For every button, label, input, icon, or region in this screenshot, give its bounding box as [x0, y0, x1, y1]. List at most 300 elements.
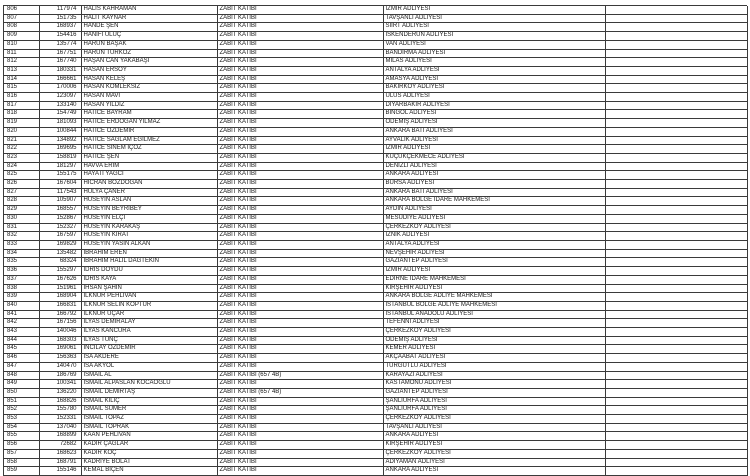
empty-cell: [605, 301, 747, 310]
title-cell: ZABIT KATİBİ: [217, 153, 383, 162]
assigned-court-cell: AMASYA ADLİYESİ: [383, 75, 605, 84]
row-number-cell: 813: [4, 66, 39, 75]
assigned-court-cell: ANKARA BATI ADLİYESİ: [383, 188, 605, 197]
title-cell: ZABIT KATİBİ: [217, 136, 383, 145]
assigned-court-cell: BAKIRKÖY ADLİYESİ: [383, 84, 605, 93]
full-name-cell: HASAN ERSOY: [81, 66, 217, 75]
full-name-cell: HÜSEYİN ASLAN: [81, 197, 217, 206]
registry-id-cell: 170006: [39, 84, 81, 93]
table-row: [4, 66, 747, 75]
empty-cell: [605, 145, 747, 154]
assigned-court-cell: TEFENNİ ADLİYESİ: [383, 319, 605, 328]
row-number-cell: 856: [4, 441, 39, 450]
empty-cell: [605, 267, 747, 276]
full-name-cell: HASAN YILDIZ: [81, 101, 217, 110]
title-cell: ZABIT KATİBİ: [217, 467, 383, 476]
row-number-cell: 826: [4, 180, 39, 189]
full-name-cell: HATİCE ÖZDEMİR: [81, 127, 217, 136]
table-row: [4, 423, 747, 432]
empty-cell: [605, 284, 747, 293]
title-cell: ZABIT KATİBİ: [217, 110, 383, 119]
title-cell: ZABIT KATİBİ: [217, 380, 383, 389]
title-cell: ZABIT KATİBİ: [217, 284, 383, 293]
full-name-cell: KAAN PEHLİVAN: [81, 432, 217, 441]
row-number-cell: 843: [4, 328, 39, 337]
assigned-court-cell: ŞANLIURFA ADLİYESİ: [383, 397, 605, 406]
full-name-cell: HÜSEYİN KIRAT: [81, 232, 217, 241]
assigned-court-cell: ANKARA BÖLGE İDARE MAHKEMESİ: [383, 197, 605, 206]
row-number-cell: 818: [4, 110, 39, 119]
empty-cell: [605, 293, 747, 302]
empty-cell: [605, 214, 747, 223]
table-row: [4, 197, 747, 206]
title-cell: ZABIT KATİBİ: [217, 258, 383, 267]
empty-cell: [605, 449, 747, 458]
title-cell: ZABIT KATİBİ: [217, 101, 383, 110]
table-row: [4, 284, 747, 293]
row-number-cell: 816: [4, 93, 39, 102]
empty-cell: [605, 423, 747, 432]
full-name-cell: İLYAS TUNÇ: [81, 336, 217, 345]
registry-id-cell: 136220: [39, 388, 81, 397]
registry-id-cell: 117543: [39, 188, 81, 197]
title-cell: ZABIT KATİBİ: [217, 397, 383, 406]
full-name-cell: HÜSEYİN BEYRİBEY: [81, 206, 217, 215]
empty-cell: [605, 23, 747, 32]
table-row: [4, 275, 747, 284]
full-name-cell: HATİCE ERDOĞAN YILMAZ: [81, 119, 217, 128]
empty-cell: [605, 467, 747, 476]
registry-id-cell: 140470: [39, 362, 81, 371]
assigned-court-cell: ANTALYA ADLİYESİ: [383, 66, 605, 75]
registry-id-cell: 168904: [39, 293, 81, 302]
registry-id-cell: 168791: [39, 458, 81, 467]
full-name-cell: HATİCE ŞEN: [81, 153, 217, 162]
table-row: [4, 432, 747, 441]
assigned-court-cell: VAN ADLİYESİ: [383, 40, 605, 49]
title-cell: ZABIT KATİBİ: [217, 180, 383, 189]
assigned-court-cell: KARAYAZI ADLİYESİ: [383, 371, 605, 380]
registry-id-cell: 152327: [39, 223, 81, 232]
empty-cell: [605, 171, 747, 180]
assigned-court-cell: TAVŞANLI ADLİYESİ: [383, 14, 605, 23]
table-row: [4, 58, 747, 67]
title-cell: ZABIT KATİBİ: [217, 275, 383, 284]
title-cell: ZABIT KATİBİ: [217, 197, 383, 206]
registry-id-cell: 166831: [39, 301, 81, 310]
full-name-cell: HANİFİ ULUÇ: [81, 32, 217, 41]
title-cell: ZABIT KATİBİ: [217, 206, 383, 215]
row-number-cell: 822: [4, 145, 39, 154]
table-row: [4, 397, 747, 406]
row-number-cell: 851: [4, 397, 39, 406]
assigned-court-cell: BİNGÖL ADLİYESİ: [383, 110, 605, 119]
row-number-cell: 844: [4, 336, 39, 345]
table-row: [4, 449, 747, 458]
title-cell: ZABIT KATİBİ: [217, 214, 383, 223]
table-row: [4, 380, 747, 389]
full-name-cell: İSMAİL DEMİRTAŞ: [81, 388, 217, 397]
registry-id-cell: 168826: [39, 397, 81, 406]
registry-id-cell: 134892: [39, 136, 81, 145]
registry-id-cell: 167751: [39, 49, 81, 58]
empty-cell: [605, 240, 747, 249]
full-name-cell: HATİCE SİNEM İÇÖZ: [81, 145, 217, 154]
row-number-cell: 807: [4, 14, 39, 23]
title-cell: ZABIT KATİBİ: [217, 458, 383, 467]
full-name-cell: HALİT KAYNAR: [81, 14, 217, 23]
full-name-cell: İNCİLAY ÖZDEMİR: [81, 345, 217, 354]
row-number-cell: 846: [4, 354, 39, 363]
registry-id-cell: 156363: [39, 354, 81, 363]
row-number-cell: 831: [4, 223, 39, 232]
full-name-cell: HALİS KAHRAMAN: [81, 6, 217, 14]
empty-cell: [605, 32, 747, 41]
full-name-cell: İLYAS KANCURA: [81, 328, 217, 337]
table-row: [4, 371, 747, 380]
row-number-cell: 847: [4, 362, 39, 371]
assigned-court-cell: AYDIN ADLİYESİ: [383, 206, 605, 215]
title-cell: ZABIT KATİBİ: [217, 328, 383, 337]
title-cell: ZABIT KATİBİ: [217, 319, 383, 328]
title-cell: ZABIT KATİBİ: [217, 127, 383, 136]
row-number-cell: 837: [4, 275, 39, 284]
empty-cell: [605, 6, 747, 14]
row-number-cell: 836: [4, 267, 39, 276]
assigned-court-cell: İSKENDERUN ADLİYESİ: [383, 32, 605, 41]
full-name-cell: İSA AKYOL: [81, 362, 217, 371]
assigned-court-cell: KEMER ADLİYESİ: [383, 345, 605, 354]
registry-id-cell: 167626: [39, 275, 81, 284]
table-row: [4, 171, 747, 180]
table-row: [4, 354, 747, 363]
assigned-court-cell: İSTANBUL ANADOLU ADLİYESİ: [383, 310, 605, 319]
title-cell: ZABIT KATİBİ: [217, 232, 383, 241]
row-number-cell: 854: [4, 423, 39, 432]
title-cell: ZABIT KATİBİ: [217, 354, 383, 363]
title-cell: ZABIT KATİBİ: [217, 162, 383, 171]
empty-cell: [605, 136, 747, 145]
row-number-cell: 823: [4, 153, 39, 162]
full-name-cell: HAYATİ YAĞCI: [81, 171, 217, 180]
empty-cell: [605, 432, 747, 441]
empty-cell: [605, 58, 747, 67]
full-name-cell: HİCRAN BOZDOĞAN: [81, 180, 217, 189]
assigned-court-cell: ÇERKEZKÖY ADLİYESİ: [383, 328, 605, 337]
personnel-table-sheet: [3, 5, 747, 476]
table-row: [4, 6, 747, 14]
title-cell: ZABIT KATİBİ: [217, 336, 383, 345]
table-row: [4, 101, 747, 110]
row-number-cell: 828: [4, 197, 39, 206]
full-name-cell: KADRİYE BOLAT: [81, 458, 217, 467]
full-name-cell: İHSAN ŞAHİN: [81, 284, 217, 293]
empty-cell: [605, 153, 747, 162]
registry-id-cell: 181297: [39, 162, 81, 171]
table-row: [4, 214, 747, 223]
row-number-cell: 859: [4, 467, 39, 476]
assigned-court-cell: DENİZLİ ADLİYESİ: [383, 162, 605, 171]
table-row: [4, 23, 747, 32]
assigned-court-cell: ANKARA BATI ADLİYESİ: [383, 127, 605, 136]
title-cell: ZABIT KATİBİ: [217, 93, 383, 102]
empty-cell: [605, 101, 747, 110]
full-name-cell: İSMAİL KILIÇ: [81, 397, 217, 406]
registry-id-cell: 169061: [39, 345, 81, 354]
assigned-court-cell: İZMİR ADLİYESİ: [383, 145, 605, 154]
registry-id-cell: 123097: [39, 93, 81, 102]
title-cell: ZABIT KATİBİ: [217, 14, 383, 23]
title-cell: ZABIT KATİBİ (657 4B): [217, 388, 383, 397]
registry-id-cell: 169695: [39, 145, 81, 154]
registry-id-cell: 151961: [39, 284, 81, 293]
table-row: [4, 441, 747, 450]
row-number-cell: 812: [4, 58, 39, 67]
empty-cell: [605, 40, 747, 49]
assigned-court-cell: ÖDEMİŞ ADLİYESİ: [383, 336, 605, 345]
assigned-court-cell: TAVŞANLI ADLİYESİ: [383, 423, 605, 432]
table-row: [4, 345, 747, 354]
row-number-cell: 817: [4, 101, 39, 110]
table-row: [4, 336, 747, 345]
table-row: [4, 188, 747, 197]
full-name-cell: İSMAİL ALPASLAN KOCAOĞLU: [81, 380, 217, 389]
table-row: [4, 40, 747, 49]
registry-id-cell: 140046: [39, 328, 81, 337]
table-row: [4, 388, 747, 397]
full-name-cell: İSMAİL SÜMER: [81, 406, 217, 415]
table-row: [4, 127, 747, 136]
empty-cell: [605, 206, 747, 215]
assigned-court-cell: KASTAMONU ADLİYESİ: [383, 380, 605, 389]
empty-cell: [605, 84, 747, 93]
row-number-cell: 819: [4, 119, 39, 128]
empty-cell: [605, 232, 747, 241]
row-number-cell: 848: [4, 371, 39, 380]
title-cell: ZABIT KATİBİ: [217, 75, 383, 84]
full-name-cell: İSA AKDERE: [81, 354, 217, 363]
row-number-cell: 827: [4, 188, 39, 197]
empty-cell: [605, 93, 747, 102]
title-cell: ZABIT KATİBİ: [217, 40, 383, 49]
registry-id-cell: 166792: [39, 310, 81, 319]
title-cell: ZABIT KATİBİ: [217, 301, 383, 310]
assigned-court-cell: ANKARA ADLİYESİ: [383, 432, 605, 441]
registry-id-cell: 151735: [39, 14, 81, 23]
table-row: [4, 93, 747, 102]
row-number-cell: 834: [4, 249, 39, 258]
registry-id-cell: 158819: [39, 153, 81, 162]
registry-id-cell: 167597: [39, 232, 81, 241]
title-cell: ZABIT KATİBİ: [217, 345, 383, 354]
empty-cell: [605, 110, 747, 119]
full-name-cell: İLKNUR UÇAR: [81, 310, 217, 319]
row-number-cell: 832: [4, 232, 39, 241]
row-number-cell: 833: [4, 240, 39, 249]
title-cell: ZABIT KATİBİ: [217, 267, 383, 276]
title-cell: ZABIT KATİBİ: [217, 188, 383, 197]
full-name-cell: HATİCE BAYRAM: [81, 110, 217, 119]
row-number-cell: 820: [4, 127, 39, 136]
table-row: [4, 75, 747, 84]
empty-cell: [605, 441, 747, 450]
assigned-court-cell: TURGUTLU ADLİYESİ: [383, 362, 605, 371]
empty-cell: [605, 328, 747, 337]
table-row: [4, 328, 747, 337]
empty-cell: [605, 336, 747, 345]
row-number-cell: 842: [4, 319, 39, 328]
full-name-cell: İBRAHİM EREN: [81, 249, 217, 258]
row-number-cell: 839: [4, 293, 39, 302]
row-number-cell: 824: [4, 162, 39, 171]
registry-id-cell: 155297: [39, 267, 81, 276]
assigned-court-cell: AKÇAABAT ADLİYESİ: [383, 354, 605, 363]
assigned-court-cell: ANKARA ADLİYESİ: [383, 467, 605, 476]
empty-cell: [605, 345, 747, 354]
table-row: [4, 467, 747, 476]
row-number-cell: 850: [4, 388, 39, 397]
empty-cell: [605, 310, 747, 319]
registry-id-cell: 154416: [39, 32, 81, 41]
full-name-cell: HARUN BAŞAK: [81, 40, 217, 49]
row-number-cell: 858: [4, 458, 39, 467]
registry-id-cell: 155780: [39, 406, 81, 415]
title-cell: ZABIT KATİBİ: [217, 84, 383, 93]
registry-id-cell: 135774: [39, 40, 81, 49]
assigned-court-cell: İZMİR ADLİYESİ: [383, 6, 605, 14]
empty-cell: [605, 388, 747, 397]
table-row: [4, 223, 747, 232]
assigned-court-cell: İSTANBUL BÖLGE ADLİYE MAHKEMESİ: [383, 301, 605, 310]
title-cell: ZABIT KATİBİ: [217, 66, 383, 75]
title-cell: ZABIT KATİBİ: [217, 423, 383, 432]
assigned-court-cell: MESUDİYE ADLİYESİ: [383, 214, 605, 223]
full-name-cell: HASAN KELEŞ: [81, 75, 217, 84]
assigned-court-cell: ŞANLIURFA ADLİYESİ: [383, 406, 605, 415]
full-name-cell: HARUN TÜRKÖZ: [81, 49, 217, 58]
assigned-court-cell: ANTALYA ADLİYESİ: [383, 240, 605, 249]
registry-id-cell: 152331: [39, 415, 81, 424]
full-name-cell: KADİR KOÇ: [81, 449, 217, 458]
table-body: [4, 6, 747, 475]
registry-id-cell: 166661: [39, 75, 81, 84]
empty-cell: [605, 180, 747, 189]
empty-cell: [605, 258, 747, 267]
registry-id-cell: 168937: [39, 23, 81, 32]
full-name-cell: HATİCE SAĞLAM EĞİLMEZ: [81, 136, 217, 145]
table-row: [4, 301, 747, 310]
title-cell: ZABIT KATİBİ: [217, 119, 383, 128]
empty-cell: [605, 275, 747, 284]
empty-cell: [605, 362, 747, 371]
table-row: [4, 319, 747, 328]
title-cell: ZABIT KATİBİ: [217, 449, 383, 458]
registry-id-cell: 155175: [39, 171, 81, 180]
assigned-court-cell: SİİRT ADLİYESİ: [383, 23, 605, 32]
row-number-cell: 814: [4, 75, 39, 84]
empty-cell: [605, 458, 747, 467]
row-number-cell: 829: [4, 206, 39, 215]
full-name-cell: İSMAİL AL: [81, 371, 217, 380]
table-row: [4, 14, 747, 23]
personnel-table: [4, 6, 748, 476]
table-row: [4, 145, 747, 154]
table-row: [4, 258, 747, 267]
table-row: [4, 119, 747, 128]
row-number-cell: 857: [4, 449, 39, 458]
empty-cell: [605, 49, 747, 58]
assigned-court-cell: ULUS ADLİYESİ: [383, 93, 605, 102]
title-cell: ZABIT KATİBİ: [217, 310, 383, 319]
full-name-cell: KADİR ÇAĞLAR: [81, 441, 217, 450]
full-name-cell: İBRAHİM HALİL DAĞTEKİN: [81, 258, 217, 267]
empty-cell: [605, 197, 747, 206]
row-number-cell: 840: [4, 301, 39, 310]
table-row: [4, 49, 747, 58]
row-number-cell: 830: [4, 214, 39, 223]
assigned-court-cell: ÇERKEZKÖY ADLİYESİ: [383, 223, 605, 232]
table-row: [4, 293, 747, 302]
full-name-cell: HÜLYA ÇANER: [81, 188, 217, 197]
full-name-cell: HÜSEYİN ELÇİ: [81, 214, 217, 223]
empty-cell: [605, 354, 747, 363]
table-row: [4, 267, 747, 276]
row-number-cell: 810: [4, 40, 39, 49]
table-row: [4, 110, 747, 119]
table-row: [4, 180, 747, 189]
assigned-court-cell: İZMİR ADLİYESİ: [383, 267, 605, 276]
registry-id-cell: 100341: [39, 380, 81, 389]
row-number-cell: 811: [4, 49, 39, 58]
table-row: [4, 84, 747, 93]
registry-id-cell: 169829: [39, 240, 81, 249]
table-row: [4, 415, 747, 424]
assigned-court-cell: ÇERKEZKÖY ADLİYESİ: [383, 415, 605, 424]
row-number-cell: 809: [4, 32, 39, 41]
registry-id-cell: 186769: [39, 371, 81, 380]
table-row: [4, 136, 747, 145]
assigned-court-cell: GAZİANTEP ADLİYESİ: [383, 258, 605, 267]
empty-cell: [605, 223, 747, 232]
full-name-cell: İLYAS DEMİRALAY: [81, 319, 217, 328]
title-cell: ZABIT KATİBİ: [217, 58, 383, 67]
title-cell: ZABIT KATİBİ: [217, 171, 383, 180]
registry-id-cell: 181093: [39, 119, 81, 128]
registry-id-cell: 167740: [39, 58, 81, 67]
empty-cell: [605, 188, 747, 197]
assigned-court-cell: AYVALIK ADLİYESİ: [383, 136, 605, 145]
empty-cell: [605, 249, 747, 258]
table-row: [4, 310, 747, 319]
registry-id-cell: 168303: [39, 336, 81, 345]
empty-cell: [605, 380, 747, 389]
title-cell: ZABIT KATİBİ: [217, 441, 383, 450]
full-name-cell: HANDE ŞEN: [81, 23, 217, 32]
assigned-court-cell: KIRŞEHİR ADLİYESİ: [383, 441, 605, 450]
row-number-cell: 849: [4, 380, 39, 389]
empty-cell: [605, 14, 747, 23]
full-name-cell: HASAN KÖMLEKSİZ: [81, 84, 217, 93]
table-row: [4, 206, 747, 215]
assigned-court-cell: ANKARA ADLİYESİ: [383, 171, 605, 180]
title-cell: ZABIT KATİBİ: [217, 240, 383, 249]
assigned-court-cell: KÜÇÜKÇEKMECE ADLİYESİ: [383, 153, 605, 162]
row-number-cell: 806: [4, 6, 39, 14]
registry-id-cell: 168557: [39, 206, 81, 215]
registry-id-cell: 72682: [39, 441, 81, 450]
registry-id-cell: 167156: [39, 319, 81, 328]
empty-cell: [605, 371, 747, 380]
